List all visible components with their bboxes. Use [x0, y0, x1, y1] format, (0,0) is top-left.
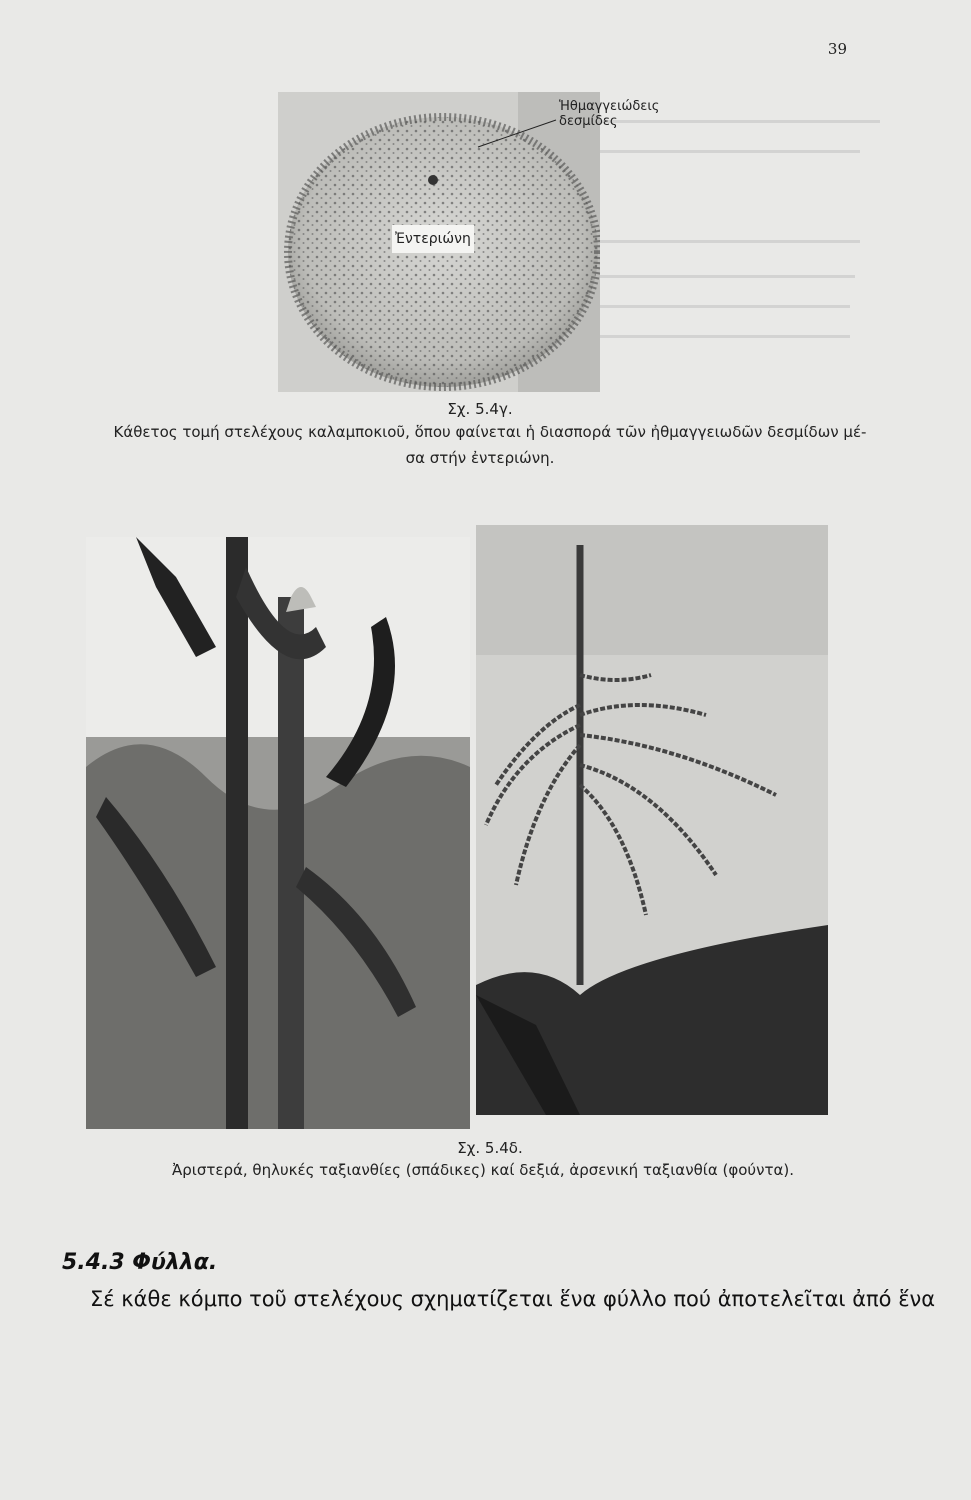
pith-label: Ἐντεριώνη [392, 225, 474, 253]
figure-5-4d-caption: Ἀριστερά, θηλυκές ταξιανθίες (σπάδικες) καί δεξιά, ἀρσενική ταξιανθία (φούντα). [171, 1161, 795, 1179]
figure-5-4g-caption-line2: σα στήν ἐντεριώνη. [405, 449, 555, 467]
female-inflorescence-photo [86, 537, 470, 1129]
figure-5-4d-title: Σχ. 5.4δ. [457, 1139, 523, 1157]
section-heading: 5.4.3 Φύλλα. [62, 1250, 218, 1275]
figure-5-4g-title: Σχ. 5.4γ. [447, 400, 513, 418]
page-number: 39 [827, 40, 847, 58]
body-text-line: Σέ κάθε κόμπο τοῦ στελέχους σχηματίζεται ἕνα φύλλο πού ἀποτελεῖται ἀπό ἕνα [90, 1287, 936, 1311]
figure-5-4g-caption-line1: Κάθετος τομή στελέχους καλαμποκιοῦ, ὅπου φαίνεται ἡ διασπορά τῶν ἠθμαγγειωδῶν δεσμίδων μέ- [113, 423, 867, 441]
vascular-bundles-label: Ἡθμαγγειώδεις δεσμίδες [559, 99, 660, 129]
male-inflorescence-photo [476, 525, 828, 1115]
